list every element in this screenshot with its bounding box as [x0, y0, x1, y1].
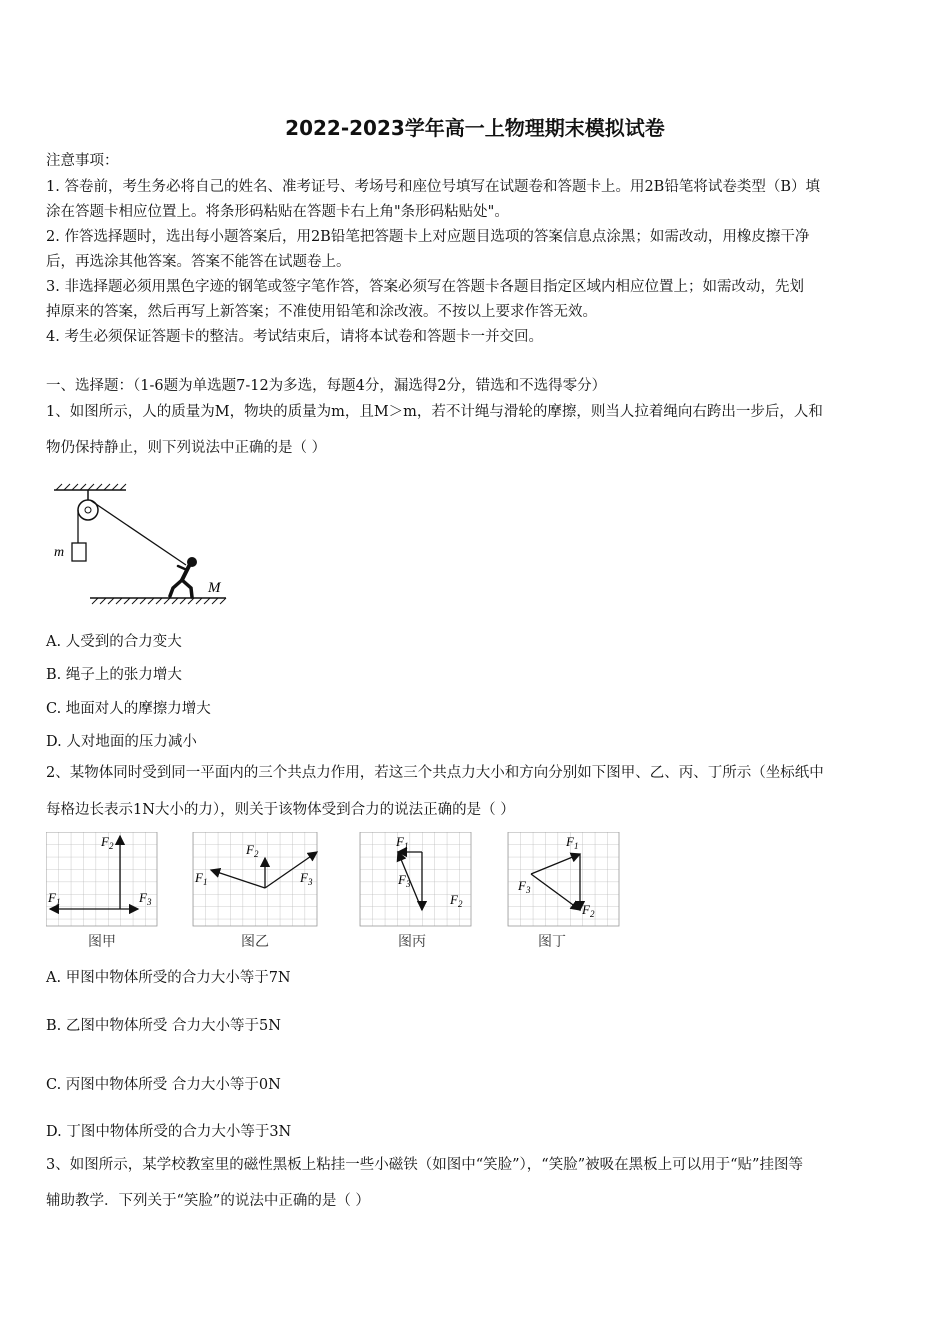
svg-text:F2: $F_2$: [582, 902, 595, 919]
q1-pulley-figure: [46, 482, 236, 607]
page-title: 2022-2023学年高一上物理期末模拟试卷: [285, 116, 665, 140]
svg-text:F1: $F_1$: [396, 834, 409, 851]
figure-bing: [360, 832, 471, 926]
section-heading: 一、选择题：（1-6题为单选题7-12为多选，每题4分，漏选得2分，错选和不选得零分）: [46, 378, 607, 394]
q1-option-c: C. 地面对人的摩擦力增大: [46, 701, 211, 717]
notice-line: 后，再选涂其他答案。答案不能答在试题卷上。: [46, 254, 351, 270]
svg-text:F3: $F_3$: [139, 890, 152, 907]
svg-text:F1: $F_1$: [195, 870, 208, 887]
label-M: M: [208, 580, 221, 596]
q2-option-a: A. 甲图中物体所受的合力大小等于7N: [46, 970, 291, 986]
svg-text:F3: $F_3$: [518, 878, 531, 895]
block-m: [72, 543, 86, 561]
figure-jia: [46, 832, 157, 926]
svg-text:F2: $F_2$: [450, 892, 463, 909]
caption-yi: 图乙: [241, 935, 269, 950]
q2-option-d: D. 丁图中物体所受的合力大小等于3N: [46, 1124, 292, 1140]
q1-option-b: B. 绳子上的张力增大: [46, 667, 182, 683]
q1-option-a: A. 人受到的合力变大: [46, 634, 182, 650]
label-m: m: [54, 545, 65, 560]
q1-stem: 物仍保持静止，则下列说法中正确的是（ ）: [46, 440, 327, 456]
svg-text:F2: $F_2$: [101, 834, 114, 851]
svg-text:F2: $F_2$: [246, 842, 259, 859]
notice-line: 涂在答题卡相应位置上。将条形码粘贴在答题卡右上角"条形码粘贴处"。: [46, 204, 509, 220]
q3-stem: 3、如图所示，某学校教室里的磁性黑板上粘挂一些小磁铁（如图中“笑脸”），“笑脸”被吸在黑板上可以用于“贴”挂图等: [46, 1157, 803, 1173]
q3-stem: 辅助教学．下列关于“笑脸”的说法中正确的是（ ）: [46, 1193, 370, 1209]
figure-ding: [508, 832, 619, 926]
q2-stem: 每格边长表示1N大小的力），则关于该物体受到合力的说法正确的是（ ）: [46, 802, 515, 818]
svg-text:F1: $F_1$: [566, 834, 579, 851]
notice-line: 4. 考生必须保证答题卡的整洁。考试结束后，请将本试卷和答题卡一并交回。: [46, 329, 543, 345]
q2-option-b: B. 乙图中物体所受 合力大小等于5N: [46, 1018, 281, 1034]
q1-stem: 1、如图所示，人的质量为M，物块的质量为m，且M＞m，若不计绳与滑轮的摩擦，则当人拉着绳向右跨出一步后，人和: [46, 404, 823, 420]
notice-line: 掉原来的答案，然后再写上新答案；不准使用铅笔和涂改液。不按以上要求作答无效。: [46, 304, 597, 320]
q2-force-figures: [46, 832, 646, 952]
q2-stem: 2、某物体同时受到同一平面内的三个共点力作用，若这三个共点力大小和方向分别如下图甲、乙、丙、丁所示（坐标纸中: [46, 765, 824, 781]
notice-line: 1. 答卷前，考生务必将自己的姓名、准考证号、考场号和座位号填写在试题卷和答题卡上。用2B铅笔将试卷类型（B）填: [46, 179, 820, 195]
notice-line: 2. 作答选择题时，选出每小题答案后，用2B铅笔把答题卡上对应题目选项的答案信息点涂黑；如需改动，用橡皮擦干净: [46, 229, 810, 245]
notice-heading: 注意事项：: [46, 153, 119, 169]
figure-yi: [193, 832, 317, 926]
caption-jia: 图甲: [88, 935, 116, 950]
notice-line: 3. 非选择题必须用黑色字迹的钢笔或签字笔作答，答案必须写在答题卡各题目指定区域内相应位置上；如需改动，先划: [46, 279, 804, 295]
svg-text:F1: $F_1$: [48, 890, 61, 907]
caption-ding: 图丁: [538, 935, 566, 950]
svg-text:F3: $F_3$: [398, 872, 411, 889]
q2-option-c: C. 丙图中物体所受 合力大小等于0N: [46, 1077, 281, 1093]
svg-text:F3: $F_3$: [300, 870, 313, 887]
q1-option-d: D. 人对地面的压力减小: [46, 734, 197, 750]
caption-bing: 图丙: [398, 935, 426, 950]
